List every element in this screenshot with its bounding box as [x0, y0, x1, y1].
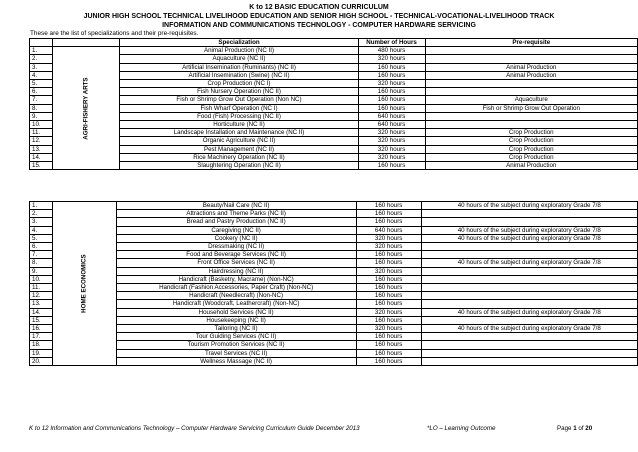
row-number: 18. [30, 341, 53, 349]
footer-page-number: Page 1 of 20 [557, 425, 593, 432]
prerequisite-cell [421, 251, 637, 259]
hours-cell: 160 hours [356, 218, 421, 226]
hours-cell: 320 hours [356, 325, 421, 333]
hours-cell: 160 hours [356, 316, 421, 324]
hours-cell: 160 hours [356, 202, 421, 210]
prerequisite-cell: Fish or Shrimp Grow Out Operation [425, 104, 637, 112]
row-number: 13. [30, 145, 53, 153]
row-number: 15. [30, 162, 53, 170]
row-number: 14. [30, 153, 53, 161]
table-row [30, 292, 638, 300]
hours-cell: 320 hours [356, 243, 421, 251]
prerequisite-cell: Crop Production [425, 137, 637, 145]
home-economics-table [29, 201, 638, 366]
specialization-cell: Travel Services (NC II) [116, 349, 356, 357]
specialization-cell: Landscape Installation and Maintenance (NC II) [120, 129, 358, 137]
hours-cell: 160 hours [356, 292, 421, 300]
hours-cell: 160 hours [356, 210, 421, 218]
prerequisite-cell [421, 357, 637, 365]
specialization-cell: Hairdressing (NC II) [116, 267, 356, 275]
table-row [30, 121, 638, 129]
prerequisite-cell [425, 121, 637, 129]
table-row [30, 300, 638, 308]
table-row [30, 47, 638, 55]
prerequisite-cell: Crop Production [425, 153, 637, 161]
row-number: 19. [30, 349, 53, 357]
specialization-cell: Household Services (NC II) [116, 308, 356, 316]
group-label: HOME ECONOMICS [80, 254, 88, 313]
row-number: 4. [30, 71, 53, 79]
prerequisite-cell [425, 88, 637, 96]
header-specialization: Specialization [120, 39, 358, 47]
specialization-cell: Food and Beverage Services (NC II) [116, 251, 356, 259]
table-row [30, 202, 638, 210]
table-row [30, 275, 638, 283]
hours-cell: 640 hours [356, 226, 421, 234]
row-number: 16. [30, 325, 53, 333]
table-row [30, 210, 638, 218]
specialization-cell: Artificial Insemination (Swine) (NC II) [120, 71, 358, 79]
row-number: 6. [30, 88, 53, 96]
specialization-cell: Handicraft (Fashion Accessories, Paper Craft) (Non-NC) [116, 284, 356, 292]
table-row [30, 104, 638, 112]
row-number: 5. [30, 80, 53, 88]
prerequisite-cell [421, 218, 637, 226]
specialization-cell: Pest Management (NC II) [120, 145, 358, 153]
specialization-cell: Handicraft (Basketry, Macrame) (Non-NC) [116, 275, 356, 283]
table-row [30, 251, 638, 259]
specialization-cell: Fish Nursery Operation (NC II) [120, 88, 358, 96]
header-prerequisite: Pre-requisite [425, 39, 637, 47]
home-economics-body [30, 202, 638, 366]
specialization-cell: Food (Fish) Processing (NC II) [120, 112, 358, 120]
hours-cell: 160 hours [356, 251, 421, 259]
specialization-cell: Horticulture (NC II) [120, 121, 358, 129]
prerequisite-cell [421, 267, 637, 275]
document-title: K to 12 BASIC EDUCATION CURRICULUM [249, 4, 389, 11]
prerequisite-cell [425, 80, 637, 88]
hours-cell: 160 hours [358, 96, 425, 104]
row-number: 4. [30, 226, 53, 234]
table-row [30, 325, 638, 333]
table-row [30, 55, 638, 63]
row-number: 17. [30, 333, 53, 341]
prerequisite-cell [425, 47, 637, 55]
hours-cell: 320 hours [358, 145, 425, 153]
row-number: 10. [30, 275, 53, 283]
table-row [30, 80, 638, 88]
hours-cell: 160 hours [356, 284, 421, 292]
prerequisite-cell [421, 300, 637, 308]
specialization-cell: Front Office Services (NC II) [116, 259, 356, 267]
specialization-cell: Tourism Promotion Services (NC II) [116, 341, 356, 349]
header-hours: Number of Hours [358, 39, 425, 47]
specialization-cell: Aquaculture (NC II) [120, 55, 358, 63]
row-number: 8. [30, 104, 53, 112]
row-number: 11. [30, 284, 53, 292]
row-number: 1. [30, 47, 53, 55]
row-number: 2. [30, 55, 53, 63]
specialization-cell: Fish or Shrimp Grow Out Operation (Non NC) [120, 96, 358, 104]
table-row [30, 349, 638, 357]
footer-legend: *LO – Learning Outcome [427, 425, 496, 432]
table-row [30, 112, 638, 120]
hours-cell: 160 hours [356, 300, 421, 308]
prerequisite-cell [421, 341, 637, 349]
hours-cell: 160 hours [356, 333, 421, 341]
table-row [30, 234, 638, 242]
table-row [30, 71, 638, 79]
prerequisite-cell [421, 349, 637, 357]
group-label-cell [53, 202, 116, 366]
prerequisite-cell [425, 112, 637, 120]
specialization-cell: Cookery (NC II) [116, 234, 356, 242]
intro-text: These are the list of specializations and their pre-requisites. [30, 30, 199, 37]
hours-cell: 320 hours [358, 129, 425, 137]
table-header-row [30, 39, 638, 47]
specialization-cell: Slaughtering Operation (NC II) [120, 162, 358, 170]
row-number: 7. [30, 96, 53, 104]
table-row [30, 153, 638, 161]
prerequisite-cell [421, 333, 637, 341]
row-number: 10. [30, 121, 53, 129]
hours-cell: 160 hours [356, 259, 421, 267]
prerequisite-cell [421, 316, 637, 324]
hours-cell: 160 hours [356, 275, 421, 283]
specialization-cell: Bread and Pastry Production (NC II) [116, 218, 356, 226]
specialization-cell: Handicraft (Woodcraft, Leathercraft) (Non-NC) [116, 300, 356, 308]
prerequisite-cell: 40 hours of the subject during exploratory Grade 7/8 [421, 226, 637, 234]
hours-cell: 320 hours [358, 55, 425, 63]
table-row [30, 129, 638, 137]
prerequisite-cell [421, 210, 637, 218]
hours-cell: 320 hours [356, 308, 421, 316]
table-row [30, 145, 638, 153]
specialization-cell: Crop Production (NC I) [120, 80, 358, 88]
prerequisite-cell: Animal Production [425, 162, 637, 170]
table-row [30, 267, 638, 275]
hours-cell: 160 hours [356, 341, 421, 349]
table-row [30, 162, 638, 170]
specialization-cell: Handicraft (Needlecraft) (Non-NC) [116, 292, 356, 300]
hours-cell: 160 hours [358, 71, 425, 79]
row-number: 9. [30, 267, 53, 275]
header-blank [30, 39, 53, 47]
row-number: 15. [30, 316, 53, 324]
specialization-cell: Animal Production (NC II) [120, 47, 358, 55]
table-row [30, 316, 638, 324]
hours-cell: 160 hours [358, 104, 425, 112]
document-subtitle: JUNIOR HIGH SCHOOL TECHNICAL LIVELIHOOD EDUCATION AND SENIOR HIGH SCHOOL - TECHNICAL-VOCATIONAL-LIVELIHOOD TRACK [83, 13, 555, 20]
table-row [30, 226, 638, 234]
row-number: 5. [30, 234, 53, 242]
hours-cell: 160 hours [358, 88, 425, 96]
prerequisite-cell: 40 hours of the subject during exploratory Grade 7/8 [421, 325, 637, 333]
group-label-cell [53, 47, 120, 170]
row-number: 20. [30, 357, 53, 365]
row-number: 3. [30, 63, 53, 71]
hours-cell: 320 hours [356, 267, 421, 275]
row-number: 8. [30, 259, 53, 267]
row-number: 7. [30, 251, 53, 259]
agri-fishery-body [30, 47, 638, 170]
row-number: 1. [30, 202, 53, 210]
row-number: 3. [30, 218, 53, 226]
group-label: AGRI-FISHERY ARTS [82, 77, 90, 140]
specialization-cell: Beauty/Nail Care (NC II) [116, 202, 356, 210]
specialization-cell: Tour Guiding Services (NC II) [116, 333, 356, 341]
table-row [30, 218, 638, 226]
specialization-cell: Organic Agriculture (NC II) [120, 137, 358, 145]
specialization-cell: Tailoring (NC II) [116, 325, 356, 333]
table-row [30, 96, 638, 104]
prerequisite-cell [421, 284, 637, 292]
table-row [30, 341, 638, 349]
row-number: 12. [30, 137, 53, 145]
specialization-cell: Fish Wharf Operation (NC I) [120, 104, 358, 112]
row-number: 13. [30, 300, 53, 308]
row-number: 12. [30, 292, 53, 300]
prerequisite-cell: Animal Production [425, 71, 637, 79]
hours-cell: 320 hours [358, 153, 425, 161]
hours-cell: 160 hours [358, 162, 425, 170]
header-blank [53, 39, 120, 47]
table-row [30, 137, 638, 145]
hours-cell: 320 hours [358, 137, 425, 145]
prerequisite-cell [421, 275, 637, 283]
table-row [30, 259, 638, 267]
specialization-cell: Dressmaking (NC II) [116, 243, 356, 251]
table-row [30, 243, 638, 251]
prerequisite-cell [421, 292, 637, 300]
document-subtitle-2: INFORMATION AND COMMUNICATIONS TECHNOLOGY - COMPUTER HARDWARE SERVICING [162, 22, 476, 29]
row-number: 6. [30, 243, 53, 251]
specialization-cell: Housekeeping (NC II) [116, 316, 356, 324]
prerequisite-cell: 40 hours of the subject during exploratory Grade 7/8 [421, 259, 637, 267]
hours-cell: 160 hours [358, 63, 425, 71]
specialization-cell: Attractions and Theme Parks (NC II) [116, 210, 356, 218]
table-row [30, 284, 638, 292]
hours-cell: 320 hours [358, 80, 425, 88]
hours-cell: 160 hours [356, 357, 421, 365]
prerequisite-cell: 40 hours of the subject during exploratory Grade 7/8 [421, 234, 637, 242]
agri-fishery-table [29, 38, 638, 170]
table-row [30, 88, 638, 96]
footer-document-name: K to 12 Information and Communications Technology – Computer Hardware Servicing Curriculum Guide December 2013 [29, 425, 360, 432]
hours-cell: 640 hours [358, 112, 425, 120]
prerequisite-cell: 40 hours of the subject during exploratory Grade 7/8 [421, 202, 637, 210]
prerequisite-cell: 40 hours of the subject during exploratory Grade 7/8 [421, 308, 637, 316]
specialization-cell: Artificial Insemination (Ruminants) (NC II) [120, 63, 358, 71]
table-row [30, 357, 638, 365]
row-number: 9. [30, 112, 53, 120]
prerequisite-cell: Animal Production [425, 63, 637, 71]
row-number: 2. [30, 210, 53, 218]
hours-cell: 640 hours [358, 121, 425, 129]
specialization-cell: Caregiving (NC II) [116, 226, 356, 234]
prerequisite-cell [421, 243, 637, 251]
hours-cell: 160 hours [356, 349, 421, 357]
hours-cell: 320 hours [356, 234, 421, 242]
prerequisite-cell: Crop Production [425, 145, 637, 153]
prerequisite-cell: Aquaculture [425, 96, 637, 104]
row-number: 14. [30, 308, 53, 316]
row-number: 11. [30, 129, 53, 137]
specialization-cell: Rice Machinery Operation (NC II) [120, 153, 358, 161]
specialization-cell: Wellness Massage (NC II) [116, 357, 356, 365]
table-row [30, 63, 638, 71]
hours-cell: 480 hours [358, 47, 425, 55]
table-row [30, 333, 638, 341]
prerequisite-cell: Crop Production [425, 129, 637, 137]
prerequisite-cell [425, 55, 637, 63]
table-row [30, 308, 638, 316]
